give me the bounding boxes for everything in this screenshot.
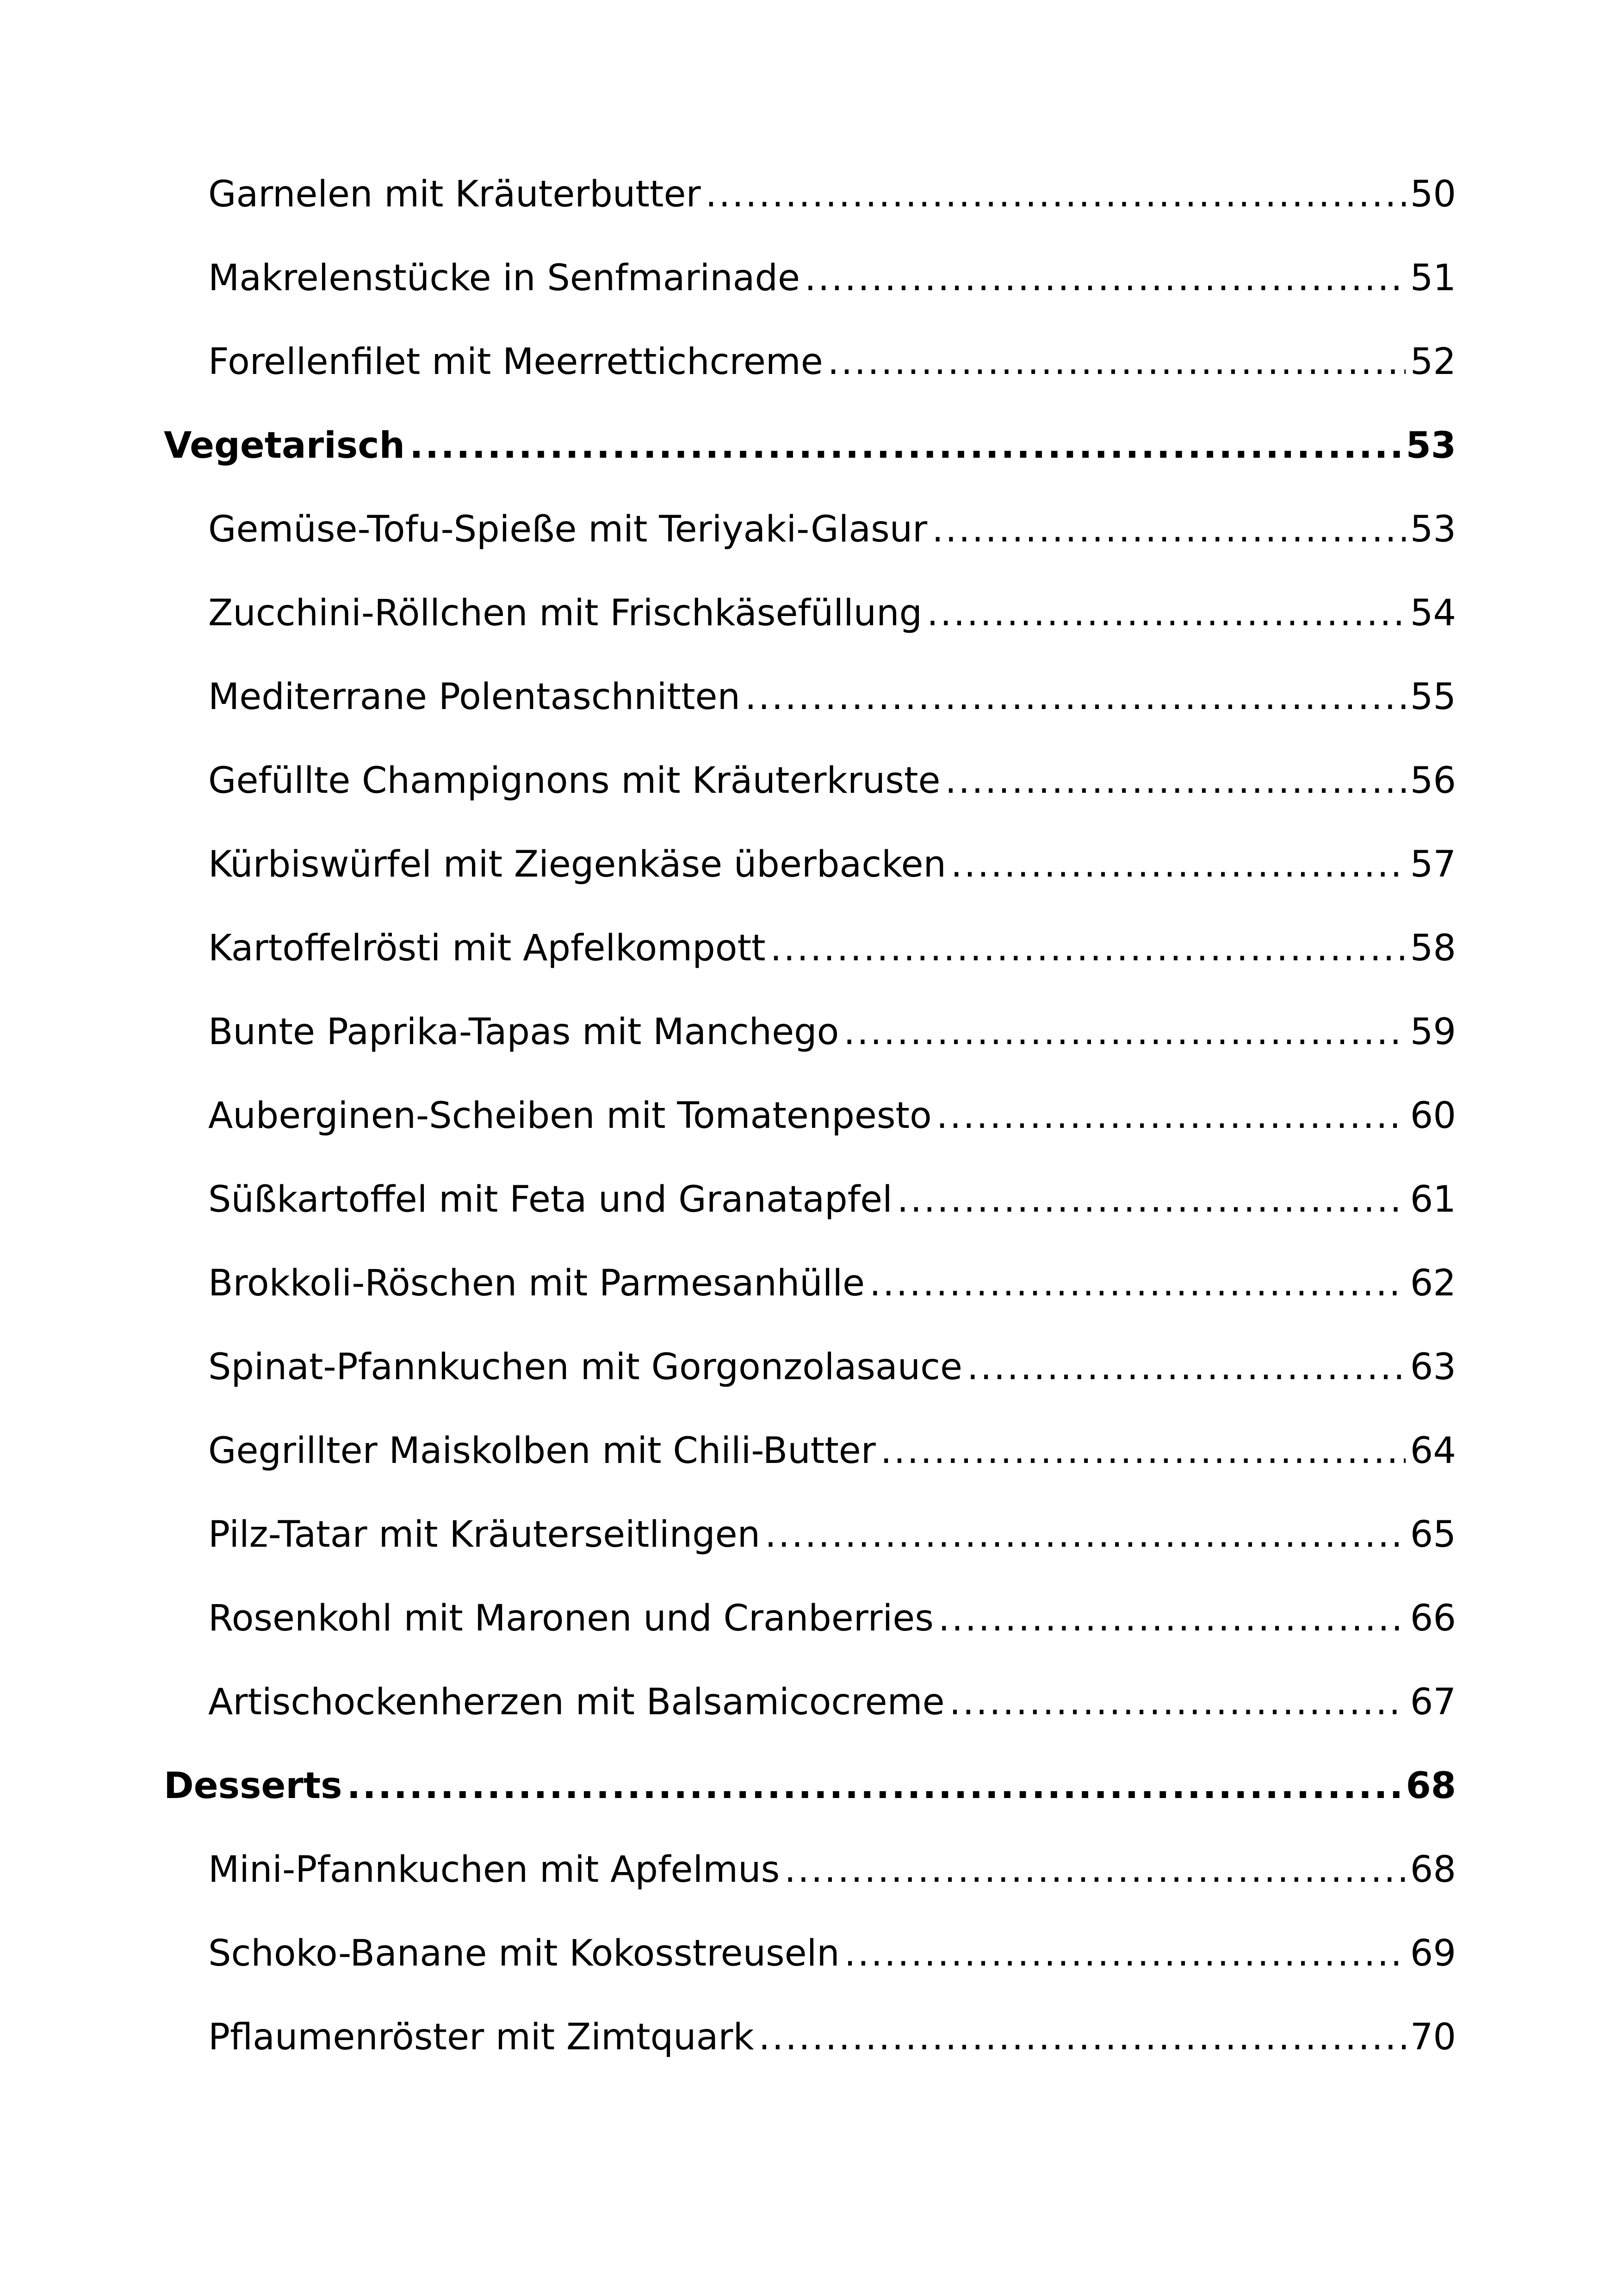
toc-entry-title: Artischockenherzen mit Balsamicocreme (208, 1681, 945, 1723)
toc-dot-leader (784, 1828, 1406, 1912)
toc-entry (164, 1996, 1456, 2079)
toc-page-number: 52 (1410, 341, 1456, 383)
toc-entry-title: Desserts (164, 1765, 342, 1807)
toc-entry (164, 1074, 1456, 1158)
toc-dot-leader (347, 1744, 1401, 1828)
toc-page-number: 66 (1410, 1598, 1456, 1639)
toc-entry-title: Süßkartoffel mit Feta und Granatapfel (208, 1179, 893, 1220)
toc-entry-title: Pflaumenröster mit Zimtquark (208, 2016, 754, 2058)
toc-page-number: 54 (1410, 592, 1456, 634)
toc-dot-leader (932, 488, 1406, 572)
toc-entry (164, 236, 1456, 320)
toc-entry-title: Auberginen-Scheiben mit Tomatenpesto (208, 1095, 932, 1137)
toc-page-number: 50 (1410, 174, 1456, 215)
toc-entry (164, 1158, 1456, 1242)
toc-page-number: 61 (1410, 1179, 1456, 1220)
toc-page-number: 59 (1410, 1011, 1456, 1053)
toc-entry-title: Mini-Pfannkuchen mit Apfelmus (208, 1849, 780, 1891)
toc-entry-title: Brokkoli-Röschen mit Parmesanhülle (208, 1263, 865, 1304)
toc-page-number: 53 (1410, 509, 1456, 550)
toc-dot-leader (967, 1325, 1406, 1409)
toc-entry (164, 739, 1456, 823)
toc-dot-leader (706, 153, 1406, 236)
toc-entry (164, 990, 1456, 1074)
toc-entry (164, 572, 1456, 655)
toc-dot-leader (897, 1158, 1406, 1242)
toc-entry (164, 1409, 1456, 1493)
toc-entry-title: Mediterrane Polentaschnitten (208, 676, 740, 718)
toc-dot-leader (951, 823, 1406, 907)
toc-page-number: 62 (1410, 1263, 1456, 1304)
table-of-contents (164, 153, 1456, 2079)
toc-dot-leader (869, 1242, 1406, 1325)
toc-entry-title: Rosenkohl mit Maronen und Cranberries (208, 1598, 934, 1639)
toc-page-number: 70 (1410, 2016, 1456, 2058)
toc-page-number: 69 (1410, 1933, 1456, 1974)
toc-entry-title: Gegrillter Maiskolben mit Chili-Butter (208, 1430, 876, 1472)
toc-page-number: 58 (1410, 927, 1456, 969)
toc-entry (164, 655, 1456, 739)
toc-entry (164, 823, 1456, 907)
toc-dot-leader (945, 739, 1405, 823)
toc-entry-title: Vegetarisch (164, 425, 405, 467)
toc-dot-leader (770, 907, 1406, 990)
toc-page-number: 55 (1410, 676, 1456, 718)
toc-entry-title: Schoko-Banane mit Kokosstreuseln (208, 1933, 840, 1974)
toc-page-number: 63 (1410, 1346, 1456, 1388)
toc-dot-leader (844, 1912, 1406, 1996)
toc-dot-leader (936, 1074, 1406, 1158)
toc-dot-leader (880, 1409, 1406, 1493)
toc-entry-title: Forellenfilet mit Meerrettichcreme (208, 341, 823, 383)
toc-page-number: 68 (1410, 1849, 1456, 1891)
toc-entry (164, 1661, 1456, 1744)
toc-entry-title: Garnelen mit Kräuterbutter (208, 174, 701, 215)
toc-dot-leader (409, 404, 1401, 488)
toc-entry-title: Gefüllte Champignons mit Kräuterkruste (208, 760, 941, 802)
toc-entry-title: Makrelenstücke in Senfmarinade (208, 257, 800, 299)
toc-entry (164, 1912, 1456, 1996)
toc-entry-title: Zucchini-Röllchen mit Frischkäsefüllung (208, 592, 923, 634)
toc-entry (164, 1577, 1456, 1661)
toc-page-number: 68 (1406, 1765, 1456, 1807)
toc-entry (164, 488, 1456, 572)
toc-entry-title: Pilz-Tatar mit Kräuterseitlingen (208, 1514, 761, 1556)
toc-page-number: 64 (1410, 1430, 1456, 1472)
toc-entry (164, 1493, 1456, 1577)
toc-dot-leader (765, 1493, 1406, 1577)
toc-page-number: 51 (1410, 257, 1456, 299)
toc-entry-title: Bunte Paprika-Tapas mit Manchego (208, 1011, 839, 1053)
toc-page-number: 67 (1410, 1681, 1456, 1723)
toc-page-number: 65 (1410, 1514, 1456, 1556)
toc-page-number: 53 (1406, 425, 1456, 467)
toc-dot-leader (938, 1577, 1406, 1661)
toc-entry-title: Kürbiswürfel mit Ziegenkäse überbacken (208, 844, 946, 885)
toc-page-number: 57 (1410, 844, 1456, 885)
toc-section-heading (164, 404, 1456, 488)
toc-entry (164, 1828, 1456, 1912)
toc-dot-leader (828, 320, 1406, 404)
toc-page-number: 56 (1410, 760, 1456, 802)
toc-page-number: 60 (1410, 1095, 1456, 1137)
toc-dot-leader (759, 1996, 1406, 2079)
toc-dot-leader (745, 655, 1406, 739)
toc-entry-title: Spinat-Pfannkuchen mit Gorgonzolasauce (208, 1346, 963, 1388)
toc-section-heading (164, 1744, 1456, 1828)
toc-entry (164, 1325, 1456, 1409)
toc-entry-title: Kartoffelrösti mit Apfelkompott (208, 927, 766, 969)
toc-dot-leader (805, 236, 1406, 320)
toc-entry (164, 153, 1456, 236)
toc-entry (164, 320, 1456, 404)
toc-entry-title: Gemüse-Tofu-Spieße mit Teriyaki-Glasur (208, 509, 928, 550)
toc-dot-leader (843, 990, 1405, 1074)
toc-entry (164, 1242, 1456, 1325)
toc-entry (164, 907, 1456, 990)
toc-dot-leader (949, 1661, 1406, 1744)
toc-dot-leader (927, 572, 1406, 655)
